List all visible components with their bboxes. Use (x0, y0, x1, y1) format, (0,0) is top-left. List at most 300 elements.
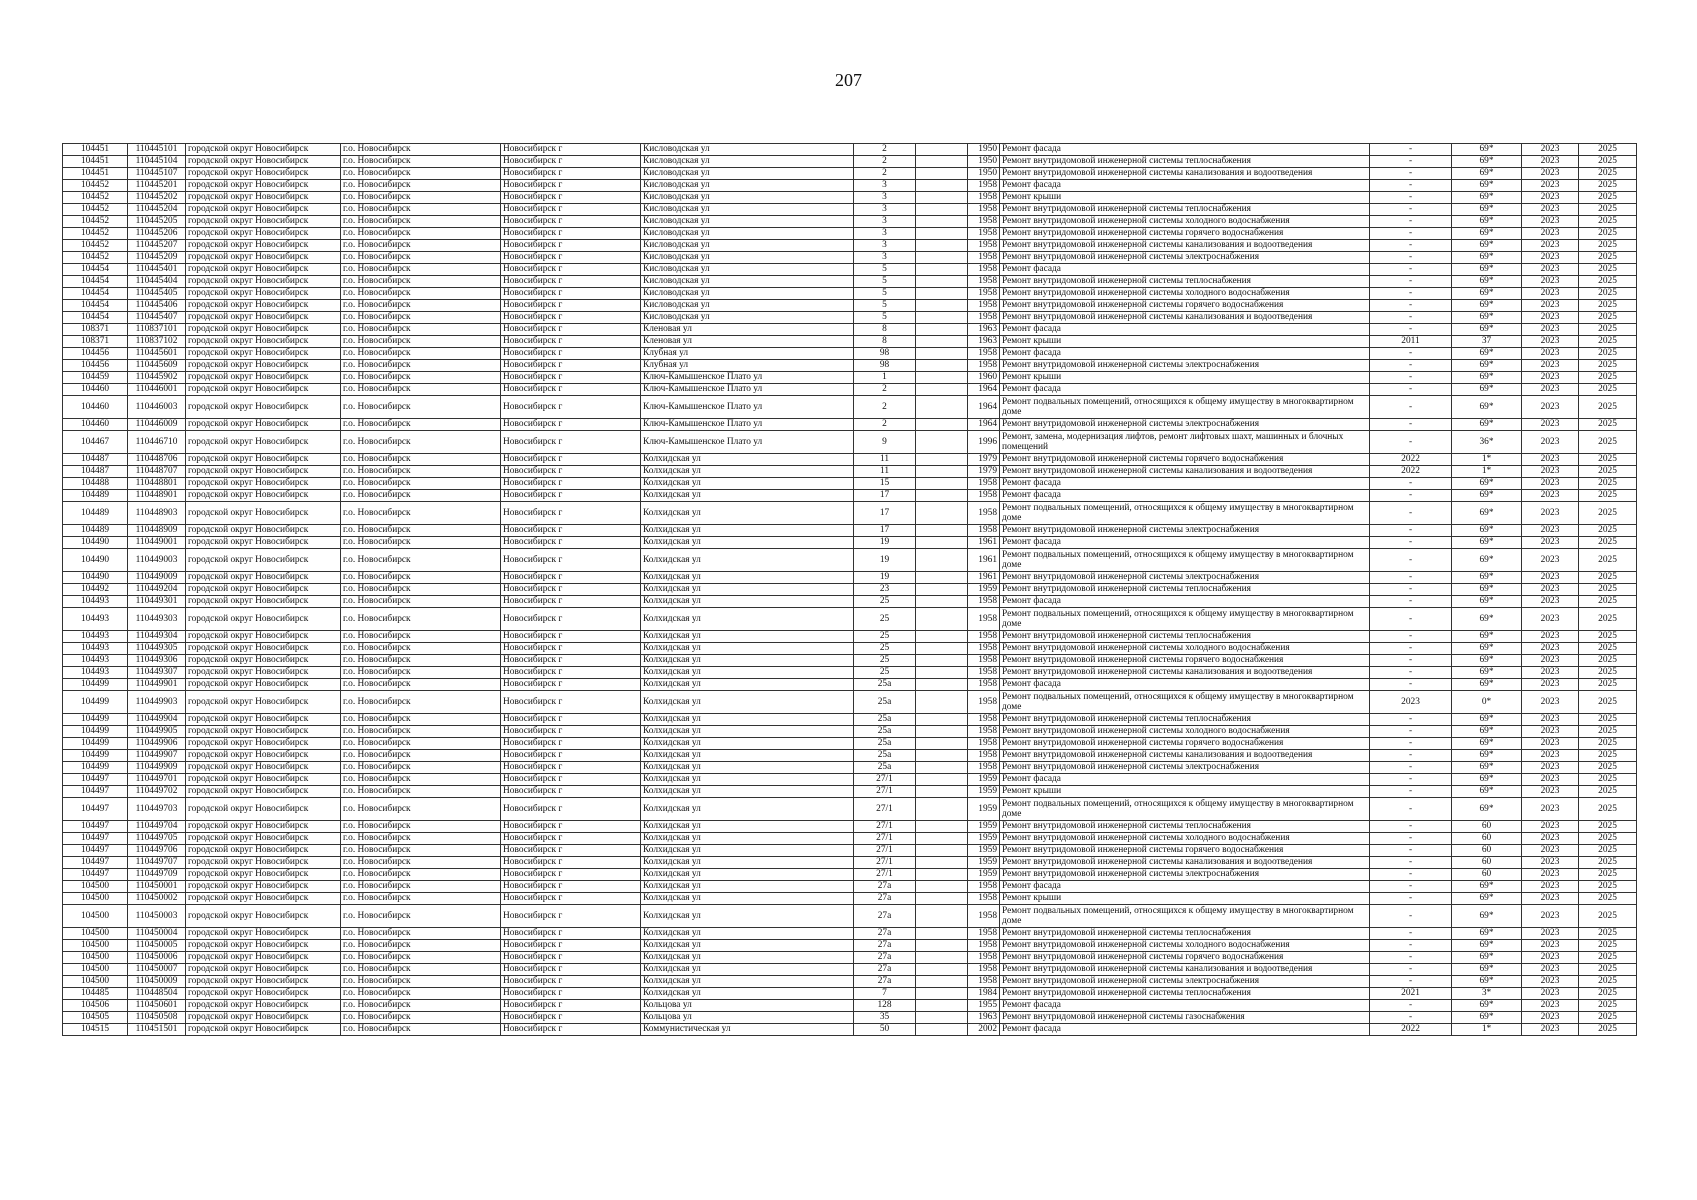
cell-work-type: Ремонт внутридомовой инженерной системы холодного водоснабжения (1000, 216, 1370, 228)
cell-street: Кленовая ул (641, 336, 854, 348)
cell-house-id: 104500 (63, 881, 128, 893)
cell-year-built: 1950 (968, 156, 1000, 168)
cell-district: г.о. Новосибирск (341, 905, 501, 928)
cell-start-year: 2023 (1522, 952, 1579, 964)
cell-year-built: 1958 (968, 881, 1000, 893)
cell-wear-percent: 60 (1452, 833, 1522, 845)
cell-work-type: Ремонт фасада (1000, 1000, 1370, 1012)
cell-district: г.о. Новосибирск (341, 714, 501, 726)
cell-start-year: 2023 (1522, 466, 1579, 478)
cell-start-year: 2023 (1522, 821, 1579, 833)
cell-start-year: 2023 (1522, 490, 1579, 502)
cell-district: г.о. Новосибирск (341, 655, 501, 667)
cell-house-id: 104515 (63, 1024, 128, 1036)
cell-work-type: Ремонт внутридомовой инженерной системы горячего водоснабжения (1000, 845, 1370, 857)
cell-street: Ключ-Камышенское Плато ул (641, 431, 854, 454)
cell-year-built: 1964 (968, 419, 1000, 431)
cell-house-number: 27а (854, 964, 916, 976)
cell-street: Ключ-Камышенское Плато ул (641, 372, 854, 384)
cell-house-id: 104452 (63, 204, 128, 216)
cell-municipality: городской округ Новосибирск (186, 786, 341, 798)
cell-item-id: 110445107 (128, 168, 186, 180)
cell-street: Колхидская ул (641, 714, 854, 726)
cell-start-year: 2023 (1522, 976, 1579, 988)
cell-district: г.о. Новосибирск (341, 881, 501, 893)
cell-house-id: 104497 (63, 833, 128, 845)
cell-building (916, 845, 968, 857)
cell-city: Новосибирск г (501, 490, 641, 502)
cell-wear-percent: 69* (1452, 940, 1522, 952)
cell-start-year: 2023 (1522, 726, 1579, 738)
cell-street: Колхидская ул (641, 976, 854, 988)
cell-municipality: городской округ Новосибирск (186, 240, 341, 252)
cell-end-year: 2025 (1579, 798, 1637, 821)
cell-last-repair-year: - (1370, 300, 1452, 312)
cell-year-built: 1959 (968, 584, 1000, 596)
cell-house-number: 3 (854, 180, 916, 192)
cell-city: Новосибирск г (501, 156, 641, 168)
cell-work-type: Ремонт внутридомовой инженерной системы электроснабжения (1000, 252, 1370, 264)
table-row (63, 490, 1637, 502)
cell-work-type: Ремонт внутридомовой инженерной системы канализования и водоотведения (1000, 964, 1370, 976)
cell-house-number: 5 (854, 276, 916, 288)
cell-city: Новосибирск г (501, 774, 641, 786)
cell-year-built: 1959 (968, 821, 1000, 833)
cell-end-year: 2025 (1579, 490, 1637, 502)
cell-house-number: 128 (854, 1000, 916, 1012)
cell-municipality: городской округ Новосибирск (186, 156, 341, 168)
cell-wear-percent: 69* (1452, 360, 1522, 372)
cell-wear-percent: 69* (1452, 348, 1522, 360)
cell-last-repair-year: - (1370, 156, 1452, 168)
cell-start-year: 2023 (1522, 774, 1579, 786)
cell-work-type: Ремонт фасада (1000, 490, 1370, 502)
cell-city: Новосибирск г (501, 1000, 641, 1012)
cell-end-year: 2025 (1579, 786, 1637, 798)
cell-work-type: Ремонт внутридомовой инженерной системы электроснабжения (1000, 525, 1370, 537)
cell-year-built: 1958 (968, 726, 1000, 738)
cell-house-id: 104459 (63, 372, 128, 384)
cell-district: г.о. Новосибирск (341, 276, 501, 288)
cell-last-repair-year: - (1370, 762, 1452, 774)
cell-municipality: городской округ Новосибирск (186, 952, 341, 964)
cell-last-repair-year: - (1370, 643, 1452, 655)
cell-wear-percent: 69* (1452, 192, 1522, 204)
cell-item-id: 110449905 (128, 726, 186, 738)
cell-house-id: 104500 (63, 964, 128, 976)
cell-house-id: 104489 (63, 502, 128, 525)
cell-end-year: 2025 (1579, 643, 1637, 655)
cell-work-type: Ремонт внутридомовой инженерной системы горячего водоснабжения (1000, 300, 1370, 312)
cell-start-year: 2023 (1522, 431, 1579, 454)
cell-building (916, 833, 968, 845)
cell-municipality: городской округ Новосибирск (186, 928, 341, 940)
cell-wear-percent: 69* (1452, 762, 1522, 774)
cell-house-number: 11 (854, 454, 916, 466)
cell-last-repair-year: 2011 (1370, 336, 1452, 348)
cell-wear-percent: 69* (1452, 584, 1522, 596)
cell-district: г.о. Новосибирск (341, 750, 501, 762)
cell-last-repair-year: - (1370, 396, 1452, 419)
cell-last-repair-year: - (1370, 821, 1452, 833)
cell-building (916, 1012, 968, 1024)
cell-end-year: 2025 (1579, 1024, 1637, 1036)
cell-item-id: 110449306 (128, 655, 186, 667)
cell-wear-percent: 69* (1452, 384, 1522, 396)
cell-start-year: 2023 (1522, 228, 1579, 240)
cell-street: Колхидская ул (641, 679, 854, 691)
cell-district: г.о. Новосибирск (341, 192, 501, 204)
cell-city: Новосибирск г (501, 750, 641, 762)
cell-start-year: 2023 (1522, 928, 1579, 940)
cell-year-built: 1958 (968, 667, 1000, 679)
cell-street: Кисловодская ул (641, 180, 854, 192)
cell-last-repair-year: - (1370, 419, 1452, 431)
cell-last-repair-year: - (1370, 360, 1452, 372)
cell-house-number: 25а (854, 738, 916, 750)
cell-item-id: 110837102 (128, 336, 186, 348)
cell-building (916, 798, 968, 821)
cell-city: Новосибирск г (501, 537, 641, 549)
cell-work-type: Ремонт внутридомовой инженерной системы горячего водоснабжения (1000, 655, 1370, 667)
cell-year-built: 1964 (968, 384, 1000, 396)
cell-wear-percent: 69* (1452, 596, 1522, 608)
cell-end-year: 2025 (1579, 881, 1637, 893)
cell-district: г.о. Новосибирск (341, 572, 501, 584)
cell-house-id: 104493 (63, 631, 128, 643)
cell-start-year: 2023 (1522, 679, 1579, 691)
cell-end-year: 2025 (1579, 821, 1637, 833)
cell-district: г.о. Новосибирск (341, 431, 501, 454)
cell-street: Колхидская ул (641, 869, 854, 881)
cell-house-number: 25 (854, 631, 916, 643)
cell-work-type: Ремонт внутридомовой инженерной системы теплоснабжения (1000, 156, 1370, 168)
cell-item-id: 110446710 (128, 431, 186, 454)
cell-item-id: 110449303 (128, 608, 186, 631)
cell-end-year: 2025 (1579, 454, 1637, 466)
cell-municipality: городской округ Новосибирск (186, 881, 341, 893)
cell-building (916, 192, 968, 204)
cell-work-type: Ремонт внутридомовой инженерной системы теплоснабжения (1000, 928, 1370, 940)
cell-house-number: 27а (854, 893, 916, 905)
cell-district: г.о. Новосибирск (341, 976, 501, 988)
cell-house-id: 104488 (63, 478, 128, 490)
cell-house-number: 1 (854, 372, 916, 384)
cell-city: Новосибирск г (501, 928, 641, 940)
cell-last-repair-year: - (1370, 631, 1452, 643)
cell-city: Новосибирск г (501, 857, 641, 869)
cell-street: Кисловодская ул (641, 312, 854, 324)
cell-end-year: 2025 (1579, 525, 1637, 537)
cell-house-id: 104500 (63, 905, 128, 928)
cell-house-number: 3 (854, 192, 916, 204)
cell-municipality: городской округ Новосибирск (186, 288, 341, 300)
cell-item-id: 110449704 (128, 821, 186, 833)
cell-municipality: городской округ Новосибирск (186, 478, 341, 490)
cell-house-id: 104460 (63, 419, 128, 431)
cell-building (916, 738, 968, 750)
cell-start-year: 2023 (1522, 750, 1579, 762)
cell-district: г.о. Новосибирск (341, 833, 501, 845)
cell-work-type: Ремонт фасада (1000, 1024, 1370, 1036)
cell-wear-percent: 69* (1452, 928, 1522, 940)
cell-city: Новосибирск г (501, 419, 641, 431)
cell-start-year: 2023 (1522, 312, 1579, 324)
table-row (63, 1012, 1637, 1024)
cell-item-id: 110445207 (128, 240, 186, 252)
cell-house-number: 25 (854, 667, 916, 679)
cell-year-built: 1958 (968, 348, 1000, 360)
cell-start-year: 2023 (1522, 584, 1579, 596)
cell-wear-percent: 69* (1452, 216, 1522, 228)
cell-district: г.о. Новосибирск (341, 726, 501, 738)
cell-item-id: 110446003 (128, 396, 186, 419)
table-row (63, 360, 1637, 372)
cell-street: Колхидская ул (641, 798, 854, 821)
cell-start-year: 2023 (1522, 549, 1579, 572)
cell-last-repair-year: - (1370, 549, 1452, 572)
cell-start-year: 2023 (1522, 156, 1579, 168)
cell-city: Новосибирск г (501, 478, 641, 490)
table-row (63, 738, 1637, 750)
cell-start-year: 2023 (1522, 833, 1579, 845)
cell-house-id: 104451 (63, 144, 128, 156)
cell-item-id: 110449705 (128, 833, 186, 845)
cell-work-type: Ремонт фасада (1000, 180, 1370, 192)
cell-start-year: 2023 (1522, 324, 1579, 336)
cell-municipality: городской округ Новосибирск (186, 192, 341, 204)
cell-municipality: городской округ Новосибирск (186, 549, 341, 572)
cell-city: Новосибирск г (501, 691, 641, 714)
cell-municipality: городской округ Новосибирск (186, 964, 341, 976)
cell-item-id: 110451501 (128, 1024, 186, 1036)
cell-street: Колхидская ул (641, 549, 854, 572)
table-row (63, 608, 1637, 631)
cell-wear-percent: 69* (1452, 276, 1522, 288)
cell-year-built: 1958 (968, 631, 1000, 643)
cell-item-id: 110445404 (128, 276, 186, 288)
cell-district: г.о. Новосибирск (341, 466, 501, 478)
cell-last-repair-year: - (1370, 833, 1452, 845)
cell-house-id: 104497 (63, 798, 128, 821)
cell-building (916, 905, 968, 928)
cell-wear-percent: 69* (1452, 572, 1522, 584)
cell-last-repair-year: - (1370, 881, 1452, 893)
cell-year-built: 1958 (968, 276, 1000, 288)
cell-year-built: 1959 (968, 869, 1000, 881)
cell-year-built: 1958 (968, 655, 1000, 667)
cell-house-number: 2 (854, 419, 916, 431)
cell-end-year: 2025 (1579, 264, 1637, 276)
cell-wear-percent: 69* (1452, 537, 1522, 549)
cell-municipality: городской округ Новосибирск (186, 168, 341, 180)
cell-item-id: 110449706 (128, 845, 186, 857)
cell-end-year: 2025 (1579, 348, 1637, 360)
cell-house-number: 27а (854, 976, 916, 988)
cell-end-year: 2025 (1579, 180, 1637, 192)
table-row (63, 240, 1637, 252)
table-row (63, 667, 1637, 679)
cell-end-year: 2025 (1579, 952, 1637, 964)
cell-wear-percent: 69* (1452, 324, 1522, 336)
cell-start-year: 2023 (1522, 869, 1579, 881)
cell-municipality: городской округ Новосибирск (186, 264, 341, 276)
cell-house-id: 104452 (63, 252, 128, 264)
cell-city: Новосибирск г (501, 869, 641, 881)
cell-municipality: городской округ Новосибирск (186, 537, 341, 549)
cell-building (916, 988, 968, 1000)
cell-last-repair-year: 2022 (1370, 1024, 1452, 1036)
cell-building (916, 156, 968, 168)
cell-year-built: 1958 (968, 964, 1000, 976)
cell-house-id: 104500 (63, 976, 128, 988)
table-row (63, 1000, 1637, 1012)
cell-start-year: 2023 (1522, 691, 1579, 714)
table-row (63, 336, 1637, 348)
cell-last-repair-year: - (1370, 168, 1452, 180)
cell-wear-percent: 69* (1452, 478, 1522, 490)
cell-municipality: городской округ Новосибирск (186, 372, 341, 384)
cell-city: Новосибирск г (501, 608, 641, 631)
cell-wear-percent: 69* (1452, 952, 1522, 964)
cell-house-number: 98 (854, 348, 916, 360)
cell-last-repair-year: - (1370, 228, 1452, 240)
table-row (63, 762, 1637, 774)
cell-last-repair-year: - (1370, 324, 1452, 336)
table-row (63, 988, 1637, 1000)
cell-start-year: 2023 (1522, 336, 1579, 348)
cell-wear-percent: 69* (1452, 608, 1522, 631)
cell-house-number: 2 (854, 396, 916, 419)
cell-building (916, 324, 968, 336)
cell-wear-percent: 69* (1452, 204, 1522, 216)
cell-start-year: 2023 (1522, 845, 1579, 857)
cell-municipality: городской округ Новосибирск (186, 655, 341, 667)
table-row (63, 596, 1637, 608)
cell-city: Новосибирск г (501, 786, 641, 798)
cell-work-type: Ремонт фасада (1000, 537, 1370, 549)
cell-year-built: 1961 (968, 537, 1000, 549)
cell-year-built: 1958 (968, 643, 1000, 655)
cell-city: Новосибирск г (501, 631, 641, 643)
cell-wear-percent: 69* (1452, 1012, 1522, 1024)
cell-city: Новосибирск г (501, 180, 641, 192)
cell-house-id: 104460 (63, 396, 128, 419)
cell-house-number: 35 (854, 1012, 916, 1024)
cell-street: Колхидская ул (641, 490, 854, 502)
cell-end-year: 2025 (1579, 679, 1637, 691)
cell-end-year: 2025 (1579, 1000, 1637, 1012)
cell-city: Новосибирск г (501, 372, 641, 384)
cell-work-type: Ремонт подвальных помещений, относящихся к общему имуществу в многоквартирном доме (1000, 691, 1370, 714)
cell-end-year: 2025 (1579, 940, 1637, 952)
cell-start-year: 2023 (1522, 988, 1579, 1000)
cell-house-id: 104452 (63, 240, 128, 252)
cell-work-type: Ремонт крыши (1000, 372, 1370, 384)
cell-year-built: 2002 (968, 1024, 1000, 1036)
table-row (63, 869, 1637, 881)
cell-building (916, 168, 968, 180)
cell-house-number: 7 (854, 988, 916, 1000)
table-row (63, 252, 1637, 264)
cell-building (916, 360, 968, 372)
table-row (63, 833, 1637, 845)
cell-year-built: 1961 (968, 549, 1000, 572)
cell-end-year: 2025 (1579, 1012, 1637, 1024)
cell-wear-percent: 69* (1452, 180, 1522, 192)
cell-year-built: 1996 (968, 431, 1000, 454)
cell-work-type: Ремонт внутридомовой инженерной системы горячего водоснабжения (1000, 454, 1370, 466)
cell-last-repair-year: - (1370, 312, 1452, 324)
cell-wear-percent: 69* (1452, 750, 1522, 762)
cell-municipality: городской округ Новосибирск (186, 714, 341, 726)
cell-street: Клубная ул (641, 360, 854, 372)
cell-building (916, 454, 968, 466)
cell-city: Новосибирск г (501, 1024, 641, 1036)
cell-building (916, 928, 968, 940)
table-row (63, 584, 1637, 596)
cell-item-id: 110449301 (128, 596, 186, 608)
cell-city: Новосибирск г (501, 988, 641, 1000)
cell-work-type: Ремонт внутридомовой инженерной системы холодного водоснабжения (1000, 726, 1370, 738)
cell-municipality: городской округ Новосибирск (186, 774, 341, 786)
cell-house-number: 25а (854, 714, 916, 726)
cell-building (916, 478, 968, 490)
cell-house-number: 19 (854, 549, 916, 572)
cell-last-repair-year: - (1370, 180, 1452, 192)
cell-city: Новосибирск г (501, 336, 641, 348)
cell-last-repair-year: - (1370, 192, 1452, 204)
cell-end-year: 2025 (1579, 144, 1637, 156)
table-row (63, 845, 1637, 857)
cell-end-year: 2025 (1579, 714, 1637, 726)
cell-municipality: городской округ Новосибирск (186, 596, 341, 608)
cell-municipality: городской округ Новосибирск (186, 1024, 341, 1036)
cell-wear-percent: 69* (1452, 156, 1522, 168)
cell-item-id: 110449903 (128, 691, 186, 714)
cell-end-year: 2025 (1579, 419, 1637, 431)
cell-building (916, 976, 968, 988)
cell-house-id: 104489 (63, 490, 128, 502)
cell-start-year: 2023 (1522, 478, 1579, 490)
cell-end-year: 2025 (1579, 372, 1637, 384)
cell-start-year: 2023 (1522, 631, 1579, 643)
cell-district: г.о. Новосибирск (341, 216, 501, 228)
cell-house-id: 104460 (63, 384, 128, 396)
cell-house-id: 104451 (63, 168, 128, 180)
cell-start-year: 2023 (1522, 893, 1579, 905)
cell-last-repair-year: - (1370, 584, 1452, 596)
cell-start-year: 2023 (1522, 643, 1579, 655)
cell-house-number: 27а (854, 905, 916, 928)
cell-start-year: 2023 (1522, 608, 1579, 631)
cell-start-year: 2023 (1522, 419, 1579, 431)
cell-street: Колхидская ул (641, 478, 854, 490)
cell-house-id: 104499 (63, 691, 128, 714)
cell-city: Новосибирск г (501, 964, 641, 976)
cell-building (916, 869, 968, 881)
cell-last-repair-year: - (1370, 478, 1452, 490)
cell-district: г.о. Новосибирск (341, 396, 501, 419)
cell-end-year: 2025 (1579, 726, 1637, 738)
cell-work-type: Ремонт подвальных помещений, относящихся к общему имуществу в многоквартирном доме (1000, 905, 1370, 928)
cell-item-id: 110449701 (128, 774, 186, 786)
cell-item-id: 110449707 (128, 857, 186, 869)
cell-building (916, 643, 968, 655)
cell-wear-percent: 69* (1452, 312, 1522, 324)
cell-start-year: 2023 (1522, 667, 1579, 679)
cell-end-year: 2025 (1579, 833, 1637, 845)
